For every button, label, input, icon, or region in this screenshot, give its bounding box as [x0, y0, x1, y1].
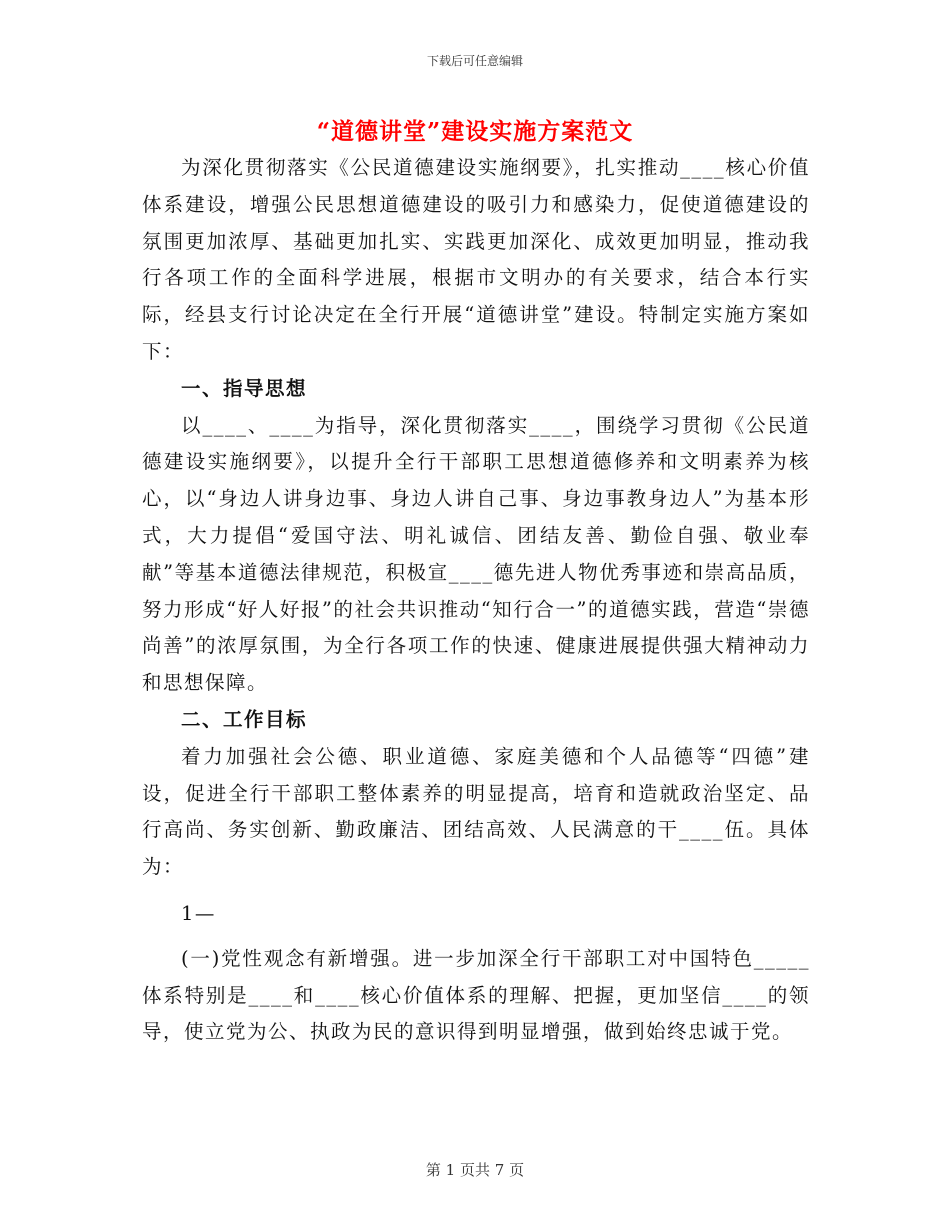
page-footer: 第 1 页共 7 页	[425, 1161, 525, 1179]
document-body	[142, 150, 810, 1051]
section-heading-guiding-thought: 一、指导思想	[181, 376, 308, 400]
item-marker: 1—	[181, 901, 216, 925]
work-goals-paragraph: 着力加强社会公德、职业道德、家庭美德和个人品德等“四德”建设，促进全行干部职工整体素养的明显提高，培育和造就政治坚定、品行高尚、务实创新、勤政廉洁、团结高效、人民满意的干____伍。具体为：	[142, 744, 810, 879]
intro-paragraph: 为深化贯彻落实《公民道德建设实施纲要》，扎实推动____核心价值体系建设，增强公民思想道德建设的吸引力和感染力，促使道德建设的氛围更加浓厚、基础更加扎实、实践更加深化、成效更加明显，推动我行各项工作的全面科学进展，根据市文明办的有关要求，结合本行实际，经县支行讨论决定在全行开展“道德讲堂”建设。特制定实施方案如下：	[142, 156, 810, 363]
section-heading-work-goals: 二、工作目标	[181, 707, 308, 731]
item-one-paragraph: (一)党性观念有新增强。进一步加深全行干部职工对中国特色_____体系特别是____和____核心价值体系的理解、把握，更加坚信____的领导，使立党为公、执政为民的意识得到明显增强，做到始终忠诚于党。	[142, 946, 810, 1044]
guiding-thought-paragraph: 以____、____为指导，深化贯彻落实____，围绕学习贯彻《公民道德建设实施纲要》，以提升全行干部职工思想道德修养和文明素养为核心，以“身边人讲身边事、身边人讲自己事、身边事教身边人”为基本形式，大力提倡“爱国守法、明礼诚信、团结友善、勤俭自强、敬业奉献”等基本道德法律规范，积极宣____德先进人物优秀事迹和崇高品质，努力形成“好人好报”的社会共识推动“知行合一”的道德实践，营造“崇德尚善”的浓厚氛围，为全行各项工作的快速、健康进展提供强大精神动力和思想保障。	[142, 413, 810, 695]
page-header: 下载后可任意编辑	[426, 54, 523, 68]
document-title: “道德讲堂”建设实施方案范文	[316, 118, 634, 145]
